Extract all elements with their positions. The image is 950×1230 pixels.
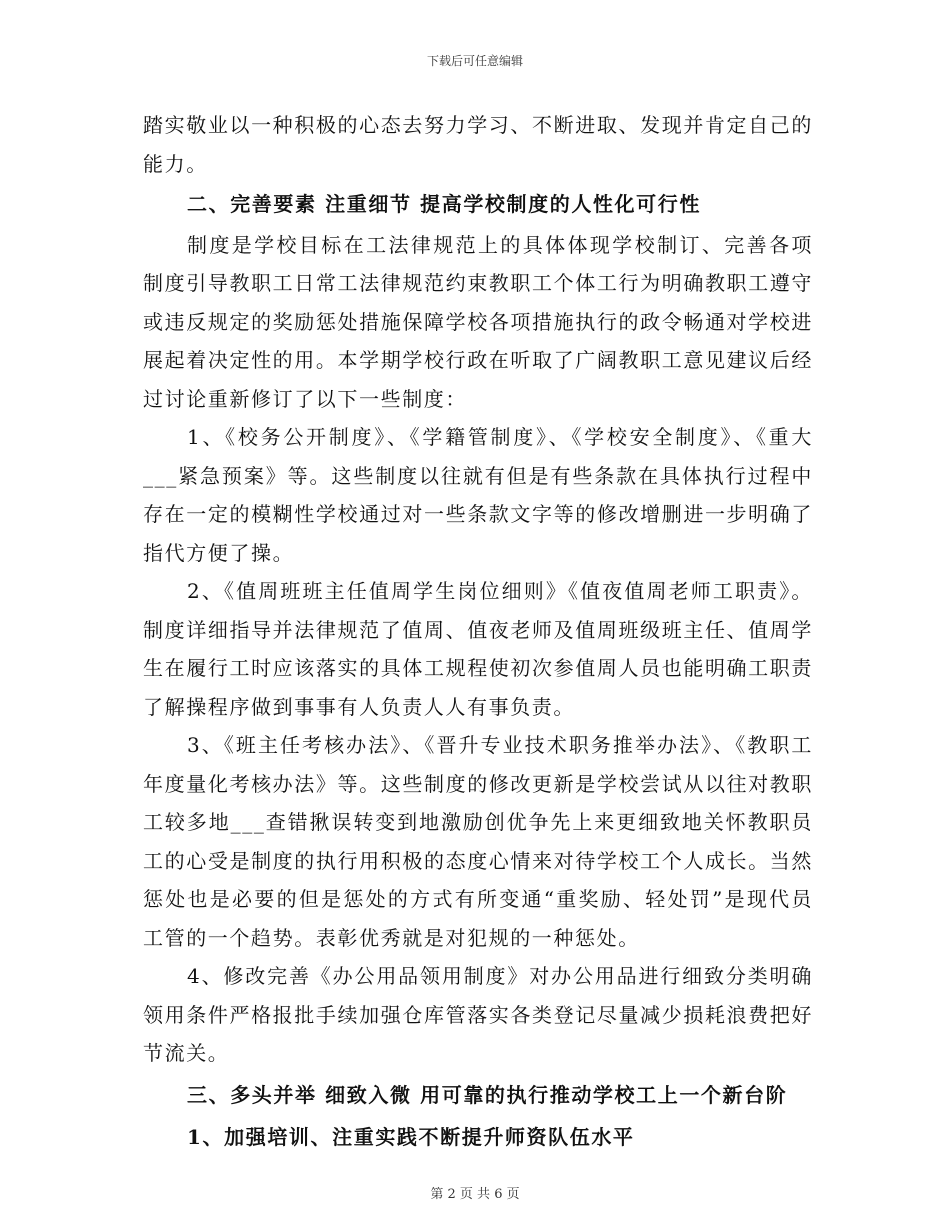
list-item-3: 3、《班主任考核办法》、《晋升专业技术职务推举办法》、《教职工年度量化考核办法》等。这些制度的修改更新是学校尝试从以往对教职工较多地___查错揪误转变到地激励创优争先上来更细致地关怀教职员工的心受是制度的执行用积极的态度心情来对待学校工个人成长。当然惩处也是必要的但是惩处的方式有所变通“重奖励、轻处罚”是现代员工管的一个趋势。表彰优秀就是对犯规的一种惩处。 (143, 733, 813, 950)
section-heading-3: 三、多头并举 细致入微 用可靠的执行推动学校工上一个新台阶 (187, 1082, 788, 1107)
document-body (143, 106, 813, 1159)
paragraph-system-intro: 制度是学校目标在工法律规范上的具体体现学校制订、完善各项制度引导教职工日常工法律规范约束教职工个体工行为明确教职工遵守或违反规定的奖励惩处措施保障学校各项措施执行的政令畅通对学校进展起着决定性的用。本学期学校行政在听取了广阔教职工意见建议后经过讨论重新修订了以下一些制度： (143, 232, 813, 411)
list-item-2: 2、《值周班班主任值周学生岗位细则》《值夜值周老师工职责》。制度详细指导并法律规范了值周、值夜老师及值周班级班主任、值周学生在履行工时应该落实的具体工规程使初次参值周人员也能明确工职责了解操程序做到事事有人负责人人有事负责。 (143, 579, 813, 719)
section-heading-2: 二、完善要素 注重细节 提高学校制度的人性化可行性 (187, 192, 701, 216)
paragraph-continuation: 踏实敬业以一种积极的心态去努力学习、不断进取、发现并肯定自己的能力。 (143, 113, 813, 176)
page-header-note: 下载后可任意编辑 (426, 54, 523, 68)
list-item-4: 4、修改完善《办公用品领用制度》对办公用品进行细致分类明确领用条件严格报批手续加强仓库管落实各类登记尽量减少损耗浪费把好节流关。 (143, 964, 813, 1065)
page-number-footer: 第 2 页 共 6 页 (430, 1187, 520, 1202)
subsection-heading-3-1: 1、加强培训、注重实践不断提升师资队伍水平 (187, 1125, 635, 1149)
list-item-1: 1、《校务公开制度》、《学籍管制度》、《学校安全制度》、《重大___紧急预案》等。这些制度以往就有但是有些条款在具体执行过程中存在一定的模糊性学校通过对一些条款文字等的修改增删进一步明确了指代方便了操。 (143, 425, 813, 565)
